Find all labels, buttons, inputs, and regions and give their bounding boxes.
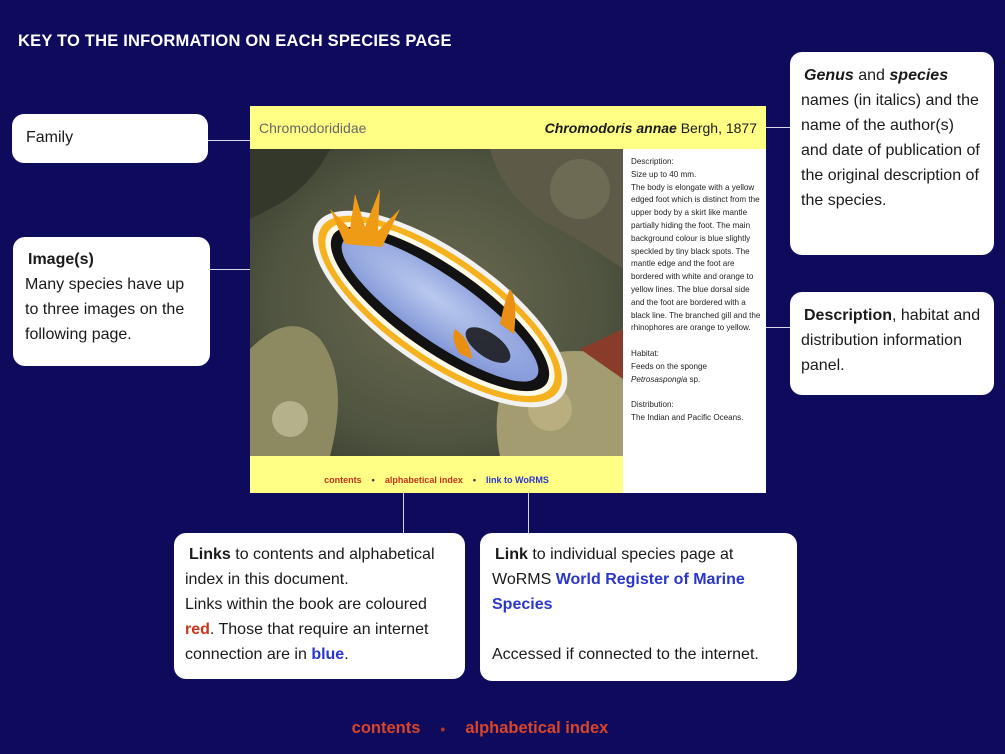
footer-contents-link[interactable]: contents bbox=[324, 475, 362, 485]
callout-image bbox=[13, 237, 210, 366]
callout-link-body2: Accessed if connected to the internet. bbox=[492, 646, 759, 663]
callout-genus-word: Genus bbox=[804, 67, 854, 84]
bottom-contents-link[interactable]: contents bbox=[351, 719, 421, 737]
connector-genus bbox=[766, 127, 790, 128]
callout-genus-body: names (in italics) and the name of the author(s) and date of publication of the original description of the species. bbox=[801, 92, 980, 209]
callout-links-blue-word: blue bbox=[311, 646, 345, 663]
species-page-example bbox=[250, 106, 766, 493]
footer-alphabetical-index-link[interactable]: alphabetical index bbox=[384, 475, 463, 485]
species-family: Chromodorididae bbox=[259, 119, 367, 136]
connector-link bbox=[528, 493, 529, 533]
callout-description-heading: Description bbox=[804, 307, 893, 324]
description-size: Size up to 40 mm. bbox=[631, 169, 697, 179]
callout-links-body4: . bbox=[344, 646, 349, 663]
species-author: Bergh, 1877 bbox=[676, 119, 757, 136]
footer-worms-link[interactable]: link to WoRMS bbox=[486, 475, 549, 485]
callout-description-body: , habitat and distribution information panel. bbox=[801, 307, 981, 374]
callout-link-body1: to individual species page at WoRMS bbox=[492, 546, 734, 588]
callout-links-heading: Links bbox=[189, 546, 231, 563]
habitat-species: Petrosaspongia bbox=[631, 374, 688, 384]
callout-image-heading: Image(s) bbox=[28, 251, 94, 268]
species-name bbox=[545, 120, 757, 136]
habitat-sp: sp. bbox=[687, 374, 701, 384]
callout-description bbox=[790, 292, 994, 395]
connector-family bbox=[208, 140, 250, 141]
distribution-title: Distribution: bbox=[631, 400, 674, 410]
callout-links-body2: Links within the book are coloured bbox=[185, 596, 427, 613]
callout-link-heading: Link bbox=[495, 546, 528, 563]
habitat-title: Habitat: bbox=[631, 348, 659, 358]
species-binomial: Chromodoris annae bbox=[544, 119, 677, 136]
habitat-text: Feeds on the sponge bbox=[631, 361, 708, 371]
callout-family bbox=[12, 114, 208, 163]
page-title: KEY TO THE INFORMATION ON EACH SPECIES PAGE bbox=[18, 32, 452, 50]
callout-link bbox=[480, 533, 797, 681]
callout-species-word: species bbox=[889, 67, 949, 84]
nudibranch-photo bbox=[250, 149, 623, 456]
connector-image bbox=[210, 269, 250, 270]
callout-family-text: Family bbox=[26, 129, 74, 146]
species-image bbox=[250, 149, 623, 456]
bottom-alphabetical-index-link[interactable]: alphabetical index bbox=[465, 719, 609, 737]
footer-separator-1: • bbox=[371, 475, 375, 485]
footer-separator-2: • bbox=[472, 475, 476, 485]
callout-image-body: Many species have up to three images on the following page. bbox=[25, 276, 185, 343]
species-footer bbox=[250, 456, 623, 493]
callout-genus-species bbox=[790, 52, 994, 255]
species-description-panel bbox=[623, 149, 766, 493]
connector-description bbox=[766, 327, 790, 328]
bottom-nav-separator: • bbox=[440, 720, 446, 737]
callout-links-body1: to contents and alphabetical index in this document. bbox=[185, 546, 435, 588]
callout-genus-and: and bbox=[853, 67, 890, 84]
species-header bbox=[250, 106, 766, 149]
description-text: The body is elongate with a yellow edged foot which is distinct from the upper body by a skirt like mantle partially hiding the foot. The main background colour is blue slightly speckled by tiny black spots. The mantle edge and the foot are bordered with white and orange to yellow lines. The blue dorsal side and the foot are bordered with a black line. The branched gill and the rhinophores are orange to yellow. bbox=[631, 182, 761, 333]
distribution-text: The Indian and Pacific Oceans. bbox=[631, 412, 744, 422]
callout-links-red-word: red bbox=[185, 621, 210, 638]
worms-link[interactable]: World Register of Marine Species bbox=[492, 571, 745, 613]
bottom-nav bbox=[0, 719, 960, 738]
connector-links bbox=[403, 493, 404, 533]
callout-links-body3: . Those that require an internet connection are in bbox=[185, 621, 429, 663]
callout-links bbox=[174, 533, 465, 679]
description-title: Description: bbox=[631, 157, 674, 166]
